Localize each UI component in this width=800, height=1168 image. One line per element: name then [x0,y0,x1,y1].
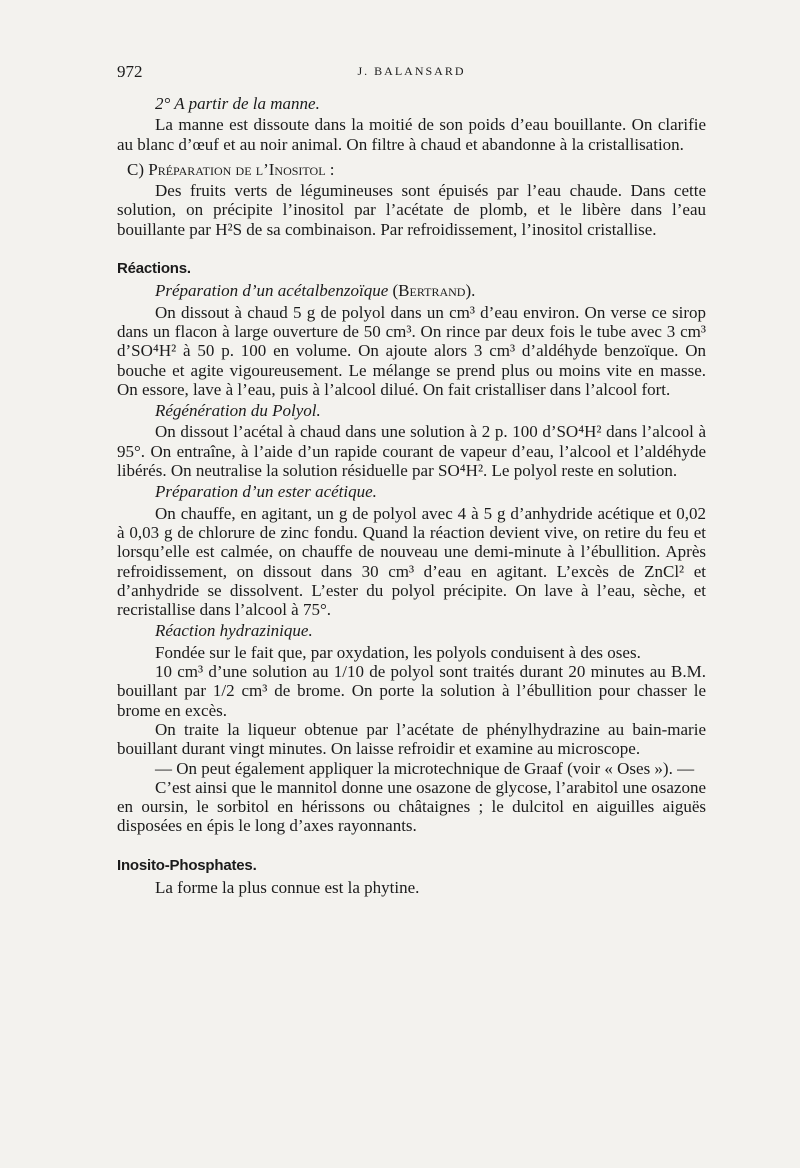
hydrazinic-heading: Réaction hydrazinique. [155,621,313,641]
phosphates-heading: Inosito-Phosphates. [117,856,257,874]
acetal-heading [117,281,706,300]
regeneration-text: On dissout l’acétal à chaud dans une solution à 2 p. 100 d’SO⁴H² dans l’alcool à 95°. On entraîne, à l’aide d’un rapide courant de vapeur d’eau, l’alcool et l’aldéhyde libérés. On neutralise la solution résiduelle par SO⁴H². Le polyol reste en solution. [117,422,706,481]
hydrazinic-p5: C’est ainsi que le mannitol donne une osazone de glycose, l’arabitol une osazone en oursin, le sorbitol en hérissons ou châtaignes ; le dulcitol en aiguilles aiguës disposées en épis le long d’axes rayonnants. [117,777,706,836]
regeneration-heading: Régénération du Polyol. [155,401,321,421]
page-number: 972 [117,62,143,81]
page-header [117,62,706,86]
reactions-heading: Réactions. [117,260,191,278]
ester-heading: Préparation d’un ester acétique. [155,482,377,502]
inositol-heading: C) Préparation de l’Inositol : [127,159,335,179]
acetal-title: Préparation d’un acétalbenzoïque [155,281,389,301]
ester-text: On chauffe, en agitant, un g de polyol avec 4 à 5 g d’anhydride acétique et 0,02 à 0,03 g de chlorure de zinc fondu. Quand la réaction devient vive, on retire du feu et lorsqu’elle est calmée, on chauffe de nouveau une demi-minute à l’ébullition. Après refroidissement, on dissout dans 30 cm³ d’eau en agitant. L’excès de ZnCl² et d’anhydride se dissolvent. L’ester du polyol précipite. On lave à l’eau, sèche, et recristallise dans l’alcool à 75°. [117,503,706,620]
hydrazinic-p2: 10 cm³ d’une solution au 1/10 de polyol sont traités durant 20 minutes au B.M. bouillant par 1/2 cm³ de brome. On porte la solution à l’ébullition pour chasser le brome en excès. [117,662,706,720]
phosphates-text: La forme la plus connue est la phytine. [155,877,420,897]
manna-heading: 2° A partir de la manne. [155,94,320,113]
hydrazinic-p3: On traite la liqueur obtenue par l’acétate de phénylhydrazine au bain-marie bouillant durant vingt minutes. On laisse refroidir et examine au microscope. [117,719,706,759]
inositol-text: Des fruits verts de légumineuses sont épuisés par l’eau chaude. Dans cette solution, on précipite l’inositol par l’acétate de plomb, et le libère dans l’eau bouillante par H²S de sa combinaison. Par refroidissement, l’inositol cristallise. [117,181,706,239]
hydrazinic-p4: — On peut également appliquer la microtechnique de Graaf (voir « Oses »). — [155,758,695,778]
manna-text: La manne est dissoute dans la moitié de son poids d’eau bouillante. On clarifie au blanc d’œuf et au noir animal. On filtre à chaud et abandonne à la cristallisation. [117,115,706,154]
acetal-author: (Bertrand). [392,281,476,301]
hydrazinic-p1: Fondée sur le fait que, par oxydation, les polyols conduisent à des oses. [155,642,641,662]
running-head: J. BALANSARD [357,64,466,78]
acetal-text: On dissout à chaud 5 g de polyol dans un cm³ d’eau environ. On verse ce sirop dans un flacon à large ouverture de 50 cm³. On rince par deux fois le tube avec 3 cm³ d’SO⁴H² à 50 p. 100 en volume. On ajoute alors 3 cm³ d’aldéhyde benzoïque. On bouche et agite vigoureusement. Le mélange se prend plus ou moins vite en masse. On essore, lave à l’eau, puis à l’alcool dilué. On fait cristalliser dans l’alcool fort. [117,302,706,399]
